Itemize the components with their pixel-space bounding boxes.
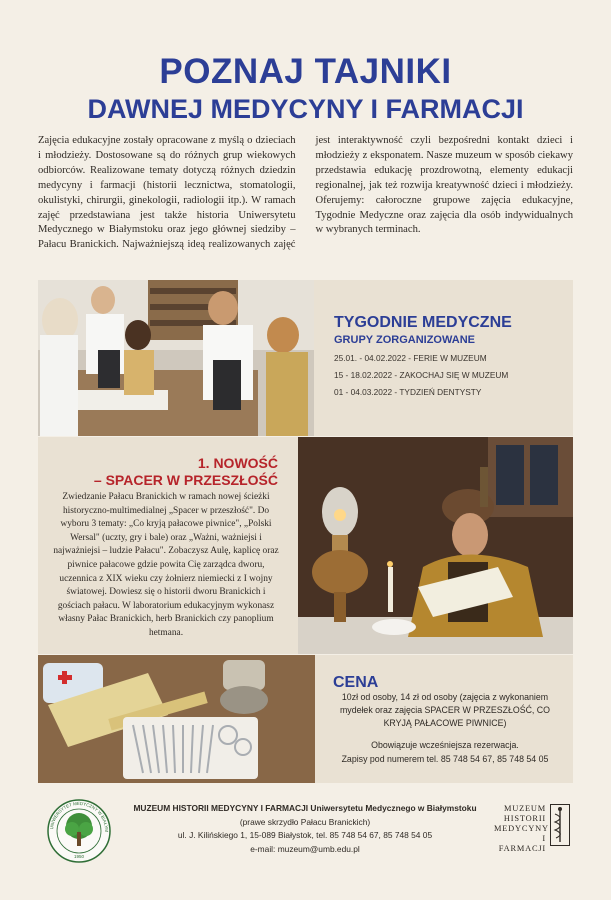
spacer-title-line2: – SPACER W PRZESZŁOŚĆ	[93, 472, 278, 488]
university-seal-logo	[46, 798, 112, 864]
spacer-title-line1: 1. NOWOŚĆ	[197, 455, 278, 471]
cena-price-text: 10zł od osoby, 14 zł od osoby (zajęcia z wykonaniem mydełek oraz zajęcia SPACER W PRZESZŁOŚĆ, CO KRYJĄ PAŁACOWE PIWNICE)	[339, 692, 551, 728]
tygodnie-subtitle: GRUPY ZORGANIZOWANE	[334, 334, 475, 346]
spacer-panel	[38, 437, 298, 654]
cena-reservation-note: Obowiązuje wcześniejsza rezerwacja.	[371, 740, 519, 750]
footer-email: e-mail: muzeum@umb.edu.pl	[250, 843, 360, 854]
intro-text: Zajęcia edukacyjne zostały opracowane z myślą o dzieciach i młodzieży. Dostosowane są do różnych grup wiekowych odbiorców. Realizowane tematy dotyczą różnych dziedzin medycyny i farmacji (historii lecznictwa, stomatologii, okulistyki, chirurgii, ginekologii, radiologii itp.). W ramach zajęć przedstawiana jest także historia Uniwersytetu Medycznego w Białymstoku oraz jego głównej siedziby – Pałacu Branickich. Najważniejszą ideą realizowanych zajęć jest interaktywność czyli bezpośredni kontakt dzieci i młodzieży z eksponatem. Nasze muzeum w sposób ciekawy przedstawia edukację prozdrowotną, elementy edukacji regionalnej, jak też rozwija kreatywność dzieci i młodzieży. Oferujemy: całoroczne grupowe zajęcia edukacyjne, Tygodnie Medyczne oraz zajęcia dla osób indywidualnych w wybranych terminach.	[38, 135, 573, 251]
seal-ring-text: UNIWERSYTET MEDYCZNY W BIAŁYM	[49, 800, 110, 833]
museum-logo-text	[494, 804, 549, 854]
cena-panel	[315, 655, 573, 783]
cena-phone: Zapisy pod numerem tel. 85 748 54 67, 85 748 54 05	[341, 754, 549, 764]
footer-museum-name: MUZEUM HISTORII MEDYCYNY I FARMACJI Uniwersytetu Medycznego w Białymstoku	[133, 803, 477, 813]
cena-booking-text	[327, 738, 563, 766]
museum-logo-line: MUZEUM	[503, 804, 546, 813]
seal-year: 1950	[73, 854, 85, 859]
footer-contact	[130, 802, 480, 856]
spacer-description: Zwiedzanie Pałacu Branickich w ramach nowej ścieżki historyczno-multimedialnej „Spacer w przeszłość". Do wyboru 3 tematy: „Co kryją pałacowe piwnice", „Polski Wersal" (uczty, gry i bale) oraz „Ważni, ważniejsi i najważniejsi – ludzie Pałacu". Zobaczysz Aulę, kaplicę oraz piwnice pałacowe gdzie powita Cię zarządca dworu, uczennica z XIX wieku czy żołnierz niemiecki z I wojny światowej. Dowiesz się o historii dworu Branickich i gościach pałacu. W laboratorium edukacyjnym wykonasz własny Pałac Branickich, herb Branickich czy panoplium hetmana.	[53, 492, 279, 638]
photo-surgical-instruments	[38, 655, 315, 783]
tygodnie-row: 15 - 18.02.2022 - ZAKOCHAJ SIĘ W MUZEUM	[334, 370, 509, 380]
tygodnie-row: 25.01. - 04.02.2022 - FERIE W MUZEUM	[334, 353, 487, 363]
footer-location: (prawe skrzydło Pałacu Branickich)	[239, 816, 371, 827]
page-title-line2: DAWNEJ MEDYCYNY I FARMACJI	[87, 94, 524, 124]
tygodnie-panel	[314, 280, 573, 436]
museum-logo-line: MEDYCYNY	[494, 824, 549, 833]
photo-students-microscopes	[38, 280, 314, 436]
museum-logo-line: HISTORII	[503, 814, 546, 823]
cena-title: CENA	[333, 674, 379, 691]
spacer-title	[94, 455, 278, 489]
tygodnie-row: 01 - 04.03.2022 - TYDZIEŃ DENTYSTY	[334, 387, 482, 397]
tygodnie-title: TYGODNIE MEDYCZNE	[334, 314, 512, 331]
museum-logo	[494, 802, 574, 852]
footer-address: ul. J. Kilińskiego 1, 15-089 Białystok, tel. 85 748 54 67, 85 748 54 05	[177, 830, 433, 841]
page-title-line1: POZNAJ TAJNIKI	[159, 52, 452, 91]
photo-historical-reader	[298, 437, 573, 654]
caduceus-icon	[550, 804, 570, 846]
museum-logo-line: I FARMACJI	[498, 834, 546, 853]
